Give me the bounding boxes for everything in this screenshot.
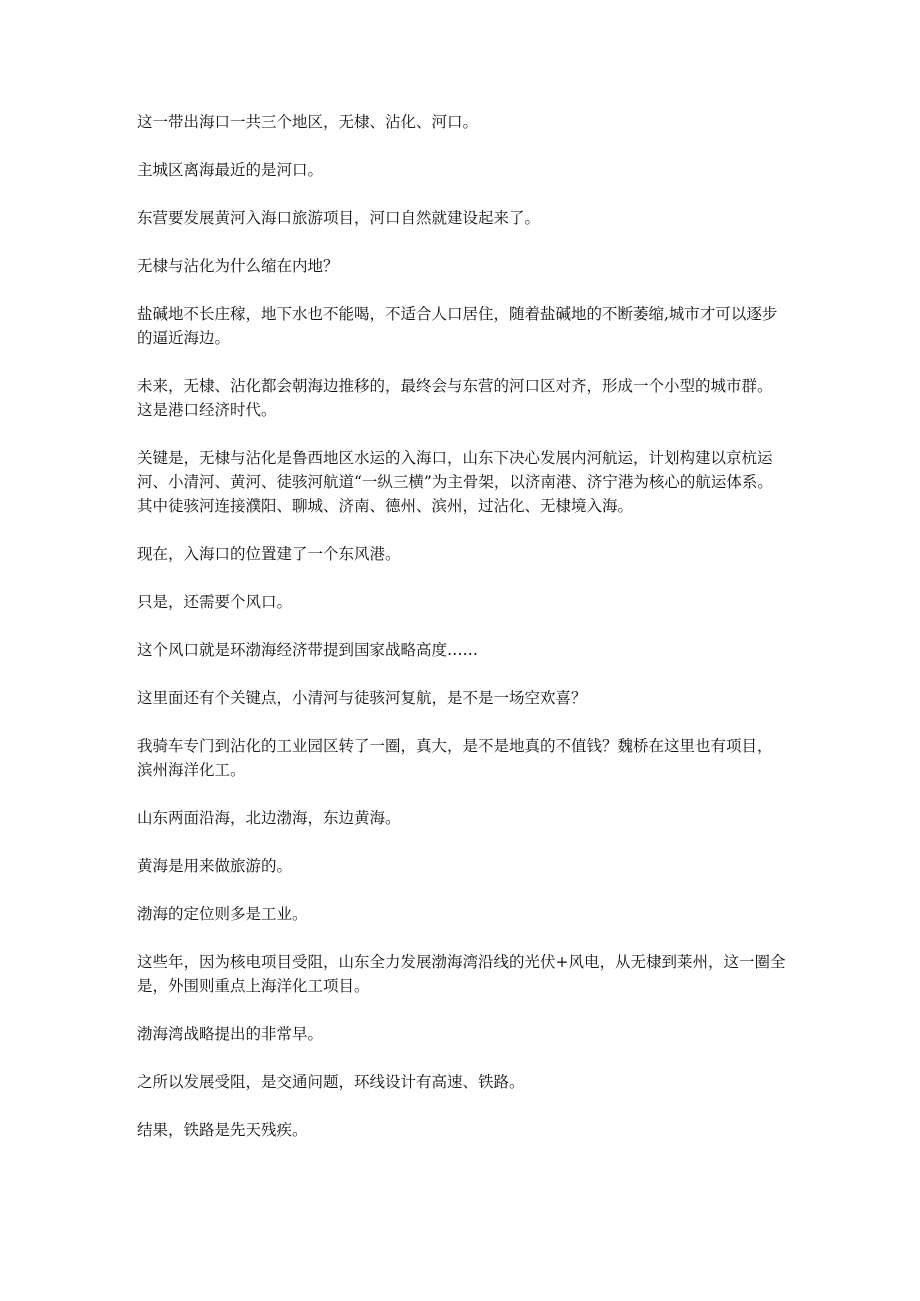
paragraph: 主城区离海最近的是河口。: [137, 161, 324, 179]
paragraph: 之所以发展受阻，是交通问题，环线设计有高速、铁路。: [137, 1073, 525, 1091]
paragraph: 黄海是用来做旅游的。: [137, 857, 293, 875]
paragraph: 我骑车专门到沾化的工业园区转了一圈，真大，是不是地真的不值钱？魏桥在这里也有项目，滨州海洋化工。: [137, 737, 773, 779]
paragraph: 只是，还需要个风口。: [137, 593, 293, 611]
paragraph: 关键是，无棣与沾化是鲁西地区水运的入海口，山东下决心发展内河航运，计划构建以京杭运河、小清河、黄河、徒骇河航道“一纵三横”为主骨架，以济南港、济宁港为核心的航运体系。其中徒骇河连接濮阳、聊城、济南、德州、滨州，过沾化、无棣境入海。: [137, 449, 773, 515]
paragraph: 结果，铁路是先天残疾。: [137, 1121, 308, 1139]
paragraph: 盐碱地不长庄稼，地下水也不能喝，不适合人口居住，随着盐碱地的不断萎缩,城市才可以逐步的逼近海边。: [137, 305, 778, 347]
document-body: [137, 110, 787, 1166]
paragraph: 这一带出海口一共三个地区，无棣、沾化、河口。: [137, 113, 479, 131]
paragraph: 东营要发展黄河入海口旅游项目，河口自然就建设起来了。: [137, 209, 541, 227]
paragraph: 现在，入海口的位置建了一个东风港。: [137, 545, 401, 563]
paragraph: 这里面还有个关键点，小清河与徒骇河复航，是不是一场空欢喜？: [137, 689, 587, 707]
paragraph: 这个风口就是环渤海经济带提到国家战略高度……: [137, 641, 479, 659]
paragraph: 山东两面沿海，北边渤海，东边黄海。: [137, 809, 401, 827]
paragraph: 渤海湾战略提出的非常早。: [137, 1025, 324, 1043]
paragraph: 无棣与沾化为什么缩在内地？: [137, 257, 339, 275]
paragraph: 渤海的定位则多是工业。: [137, 905, 308, 923]
paragraph: 这些年，因为核电项目受阻，山东全力发展渤海湾沿线的光伏+风电，从无棣到莱州，这一圈全是，外围则重点上海洋化工项目。: [137, 953, 786, 995]
paragraph: 未来，无棣、沾化都会朝海边推移的，最终会与东营的河口区对齐，形成一个小型的城市群。这是港口经济时代。: [137, 377, 773, 419]
